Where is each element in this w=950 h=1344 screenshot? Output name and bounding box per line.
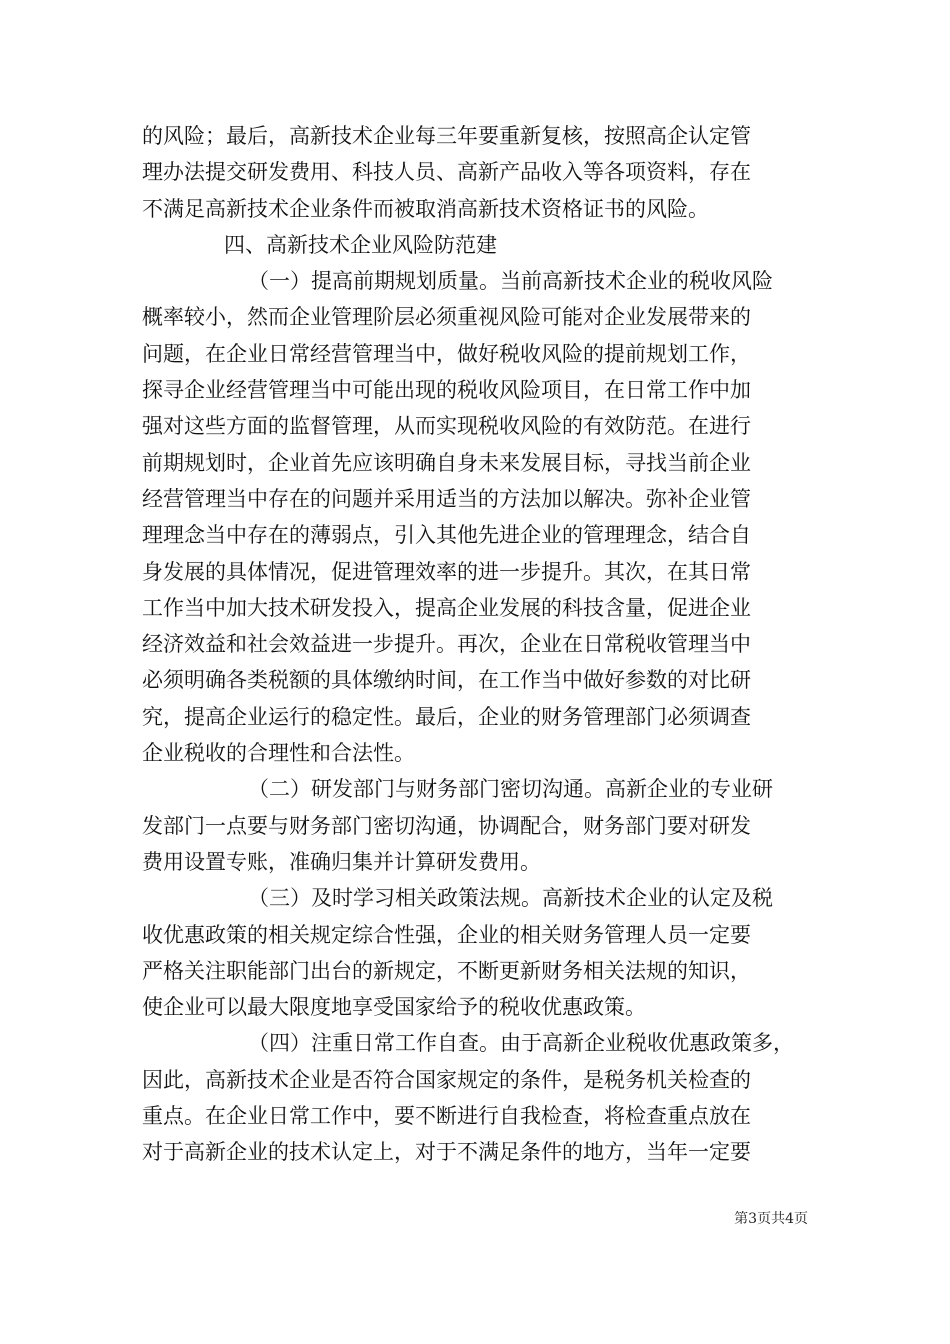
text-line: 概率较小，然而企业管理阶层必须重视风险可能对企业发展带来的 bbox=[142, 305, 751, 330]
text-line: 前期规划时，企业首先应该明确自身未来发展目标，寻找当前企业 bbox=[142, 450, 751, 475]
text-line: 不满足高新技术企业条件而被取消高新技术资格证书的风险。 bbox=[142, 196, 709, 221]
paragraph-start: （二）研发部门与财务部门密切沟通。高新企业的专业研 bbox=[248, 777, 773, 802]
section-heading: 四、高新技术企业风险防范建 bbox=[224, 232, 497, 257]
text-line: 究，提高企业运行的稳定性。最后，企业的财务管理部门必须调查 bbox=[142, 704, 751, 729]
text-line: 工作当中加大技术研发投入，提高企业发展的科技含量，促进企业 bbox=[142, 595, 751, 620]
text-line: 必须明确各类税额的具体缴纳时间，在工作当中做好参数的对比研 bbox=[142, 668, 751, 693]
text-line: 身发展的具体情况，促进管理效率的进一步提升。其次，在其日常 bbox=[142, 559, 751, 584]
text-line: 重点。在企业日常工作中，要不断进行自我检查，将检查重点放在 bbox=[142, 1104, 751, 1129]
text-line: 对于高新企业的技术认定上，对于不满足条件的地方，当年一定要 bbox=[142, 1140, 751, 1165]
text-line: 经营管理当中存在的问题并采用适当的方法加以解决。弥补企业管 bbox=[142, 486, 751, 511]
text-line: 费用设置专账，准确归集并计算研发费用。 bbox=[142, 849, 541, 874]
paragraph-start: （四）注重日常工作自查。由于高新企业税收优惠政策多， bbox=[248, 1031, 794, 1056]
paragraph-start: （一）提高前期规划质量。当前高新技术企业的税收风险 bbox=[248, 269, 773, 294]
page-number: 第3页共4页 bbox=[734, 1211, 808, 1227]
text-line: 严格关注职能部门出台的新规定，不断更新财务相关法规的知识， bbox=[142, 958, 751, 983]
text-line: 问题，在企业日常经营管理当中，做好税收风险的提前规划工作， bbox=[142, 341, 751, 366]
text-line: 的风险；最后，高新技术企业每三年要重新复核，按照高企认定管 bbox=[142, 124, 751, 148]
text-line: 理理念当中存在的薄弱点，引入其他先进企业的管理理念，结合自 bbox=[142, 523, 751, 548]
text-line: 收优惠政策的相关规定综合性强，企业的相关财务管理人员一定要 bbox=[142, 922, 751, 947]
body-text bbox=[142, 118, 810, 1171]
text-line: 使企业可以最大限度地享受国家给予的税收优惠政策。 bbox=[142, 995, 646, 1020]
text-line: 经济效益和社会效益进一步提升。再次，企业在日常税收管理当中 bbox=[142, 632, 751, 657]
paragraph-start: （三）及时学习相关政策法规。高新技术企业的认定及税 bbox=[248, 886, 773, 911]
text-line: 强对这些方面的监督管理，从而实现税收风险的有效防范。在进行 bbox=[142, 414, 751, 439]
text-line: 因此，高新技术企业是否符合国家规定的条件，是税务机关检查的 bbox=[142, 1067, 751, 1092]
text-line: 企业税收的合理性和合法性。 bbox=[142, 741, 415, 766]
text-line: 发部门一点要与财务部门密切沟通，协调配合，财务部门要对研发 bbox=[142, 813, 751, 838]
text-line: 探寻企业经营管理当中可能出现的税收风险项目，在日常工作中加 bbox=[142, 378, 751, 403]
text-line: 理办法提交研发费用、科技人员、高新产品收入等各项资料，存在 bbox=[142, 160, 751, 185]
